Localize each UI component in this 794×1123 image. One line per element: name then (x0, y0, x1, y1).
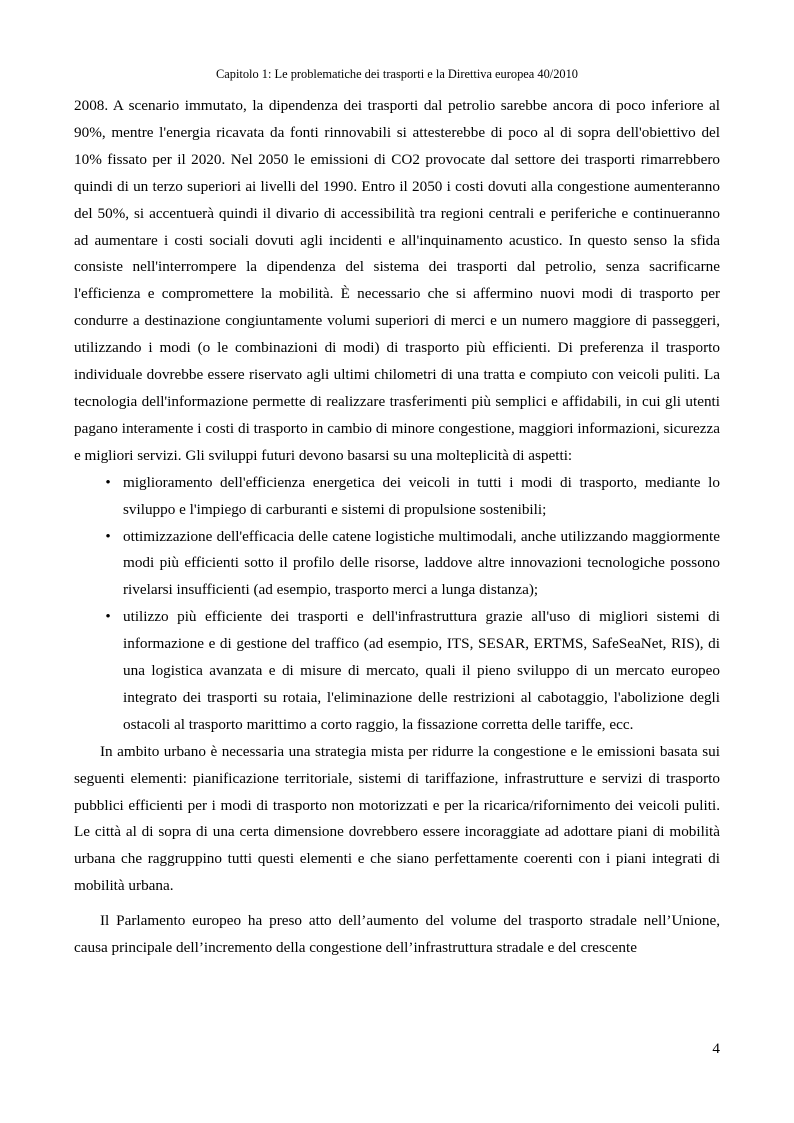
body-text (74, 93, 720, 962)
page-number: 4 (712, 1040, 720, 1057)
bullet-icon: • (105, 527, 111, 545)
list-item-text: utilizzo più efficiente dei trasporti e dell'infrastruttura grazie all'uso di migliori sistemi di informazione e di gestione del traffico (ad esempio, ITS, SESAR, ERTMS, SafeSeaNet, RIS), di una logistica avanzata e di misure di mercato, quali il pieno sviluppo di un mercato europeo integrato dei trasporti su rotaia, l'eliminazione delle restrizioni al cabotaggio, l'abolizione degli ostacoli al trasporto marittimo a corto raggio, la fissazione corretta delle tariffe, ecc. (123, 608, 720, 733)
list-item (74, 604, 720, 739)
bullet-icon: • (105, 473, 111, 491)
list-item-text: miglioramento dell'efficienza energetica dei veicoli in tutti i modi di trasporto, mediante lo sviluppo e l'impiego di carburanti e sistemi di propulsione sostenibili; (123, 473, 720, 518)
list-item (74, 470, 720, 524)
bullet-icon: • (105, 608, 111, 626)
bullet-list (74, 470, 720, 739)
list-item-text: ottimizzazione dell'efficacia delle catene logistiche multimodali, anche utilizzando maggiormente modi più efficienti sotto il profilo delle risorse, laddove altre innovazioni tecnologiche possono rivelarsi insufficienti (ad esempio, trasporto merci a lunga distanza); (123, 527, 720, 599)
list-item (74, 524, 720, 605)
paragraph: 2008. A scenario immutato, la dipendenza dei trasporti dal petrolio sarebbe ancora di poco inferiore al 90%, mentre l'energia ricavata da fonti rinnovabili si attesterebbe di poco al di sopra dell'obiettivo del 10% fissato per il 2020. Nel 2050 le emissioni di CO2 provocate dal settore dei trasporti rimarrebbero quindi di un terzo superiori ai livelli del 1990. Entro il 2050 i costi dovuti alla congestione aumenteranno del 50%, si accentuerà quindi il divario di accessibilità tra regioni centrali e periferiche e continueranno ad aumentare i costi sociali dovuti agli incidenti e all'inquinamento acustico. In questo senso la sfida consiste nell'interrompere la dipendenza del sistema dei trasporti dal petrolio, senza sacrificarne l'efficienza e compromettere la mobilità. È necessario che si affermino nuovi modi di trasporto per condurre a destinazione congiuntamente volumi superiori di merci e un numero maggiore di passeggeri, utilizzando i modi (o le combinazioni di modi) di trasporto più efficienti. Di preferenza il trasporto individuale dovrebbe essere riservato agli ultimi chilometri di una tratta e compiuto con veicoli puliti. La tecnologia dell'informazione permette di realizzare trasferimenti più semplici e affidabili, in cui gli utenti pagano interamente i costi di trasporto in cambio di minore congestione, maggiori informazioni, sicurezza e migliori servizi. Gli sviluppi futuri devono basarsi su una molteplicità di aspetti: (74, 97, 720, 464)
paragraph: In ambito urbano è necessaria una strategia mista per ridurre la congestione e le emissioni basata sui seguenti elementi: pianificazione territoriale, sistemi di tariffazione, infrastrutture e servizi di trasporto pubblici efficienti per i modi di trasporto non motorizzati e per la ricarica/rifornimento dei veicoli puliti. Le città al di sopra di una certa dimensione dovrebbero essere incoraggiate ad adottare piani di mobilità urbana che raggruppino tutti questi elementi e che siano perfettamente coerenti con i piani integrati di mobilità urbana. (74, 742, 720, 895)
paragraph: Il Parlamento europeo ha preso atto dell’aumento del volume del trasporto stradale nell’Unione, causa principale dell’incremento della congestione dell’infrastruttura stradale e del crescente (74, 912, 720, 957)
running-header: Capitolo 1: Le problematiche dei trasporti e la Direttiva europea 40/2010 (216, 67, 578, 81)
